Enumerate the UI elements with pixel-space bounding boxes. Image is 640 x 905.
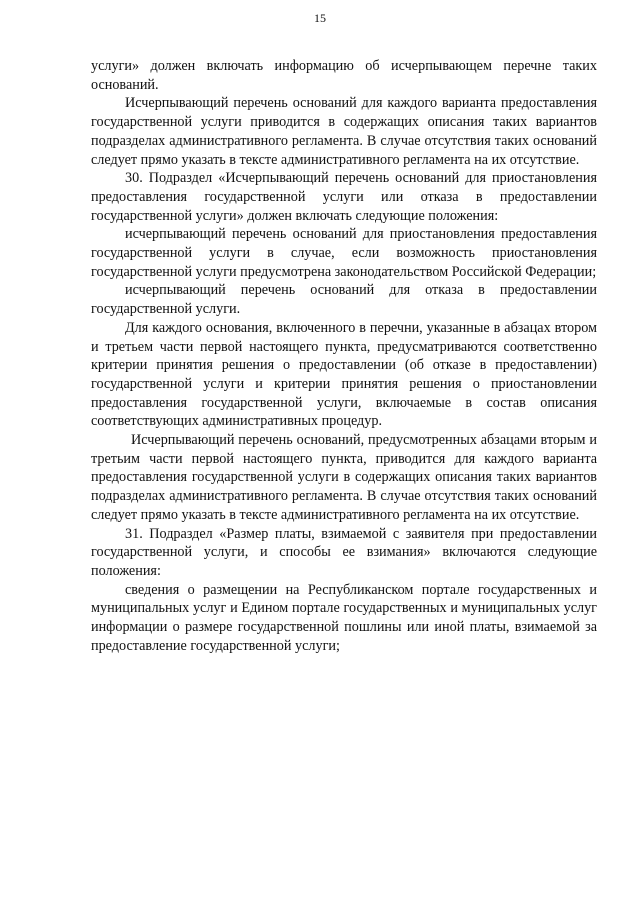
paragraph: Исчерпывающий перечень оснований для каждого варианта предоставления государственной услуги приводится в содержащих описания таких вариантов подразделах административного регламента. В случае отсутствия таких оснований следует прямо указать в тексте административного регламента на их отсутствие. bbox=[91, 95, 597, 168]
paragraph: сведения о размещении на Республиканском портале государственных и муниципальных услуг и Едином портале государственных и муниципальных услуг информации о размере государственной пошлины или иной платы, взимаемой за предоставление государственной услуги; bbox=[91, 581, 597, 654]
page-number: 15 bbox=[314, 11, 326, 25]
paragraph-item-31: 31. Подраздел «Размер платы, взимаемой с заявителя при предоставлении государственной услуги, и способы ее взимания» включаются следующие положения: bbox=[91, 525, 597, 579]
paragraph: Для каждого основания, включенного в перечни, указанные в абзацах втором и третьем части первой настоящего пункта, предусматриваются соответственно критерии принятия решения о предоставлении (об отказе в предоставлении) государственной услуги и критерии принятия решения о приостановлении предоставления государственной услуги, включаемые в состав описания соответствующих административных процедур. bbox=[91, 319, 597, 430]
paragraph-item-30: 30. Подраздел «Исчерпывающий перечень оснований для приостановления предоставления государственной услуги или отказа в предоставлении государственной услуги» должен включать следующие положения: bbox=[91, 170, 597, 224]
paragraph: Исчерпывающий перечень оснований, предусмотренных абзацами вторым и третьим части первой настоящего пункта, приводится для каждого варианта предоставления государственной услуги в содержащих описания таких вариантов подразделах административного регламента. В случае отсутствия таких оснований следует прямо указать в тексте административного регламента на их отсутствие. bbox=[91, 432, 597, 523]
document-body bbox=[91, 57, 597, 656]
paragraph: исчерпывающий перечень оснований для отказа в предоставлении государственной услуги. bbox=[91, 282, 597, 318]
paragraph: исчерпывающий перечень оснований для приостановления предоставления государственной услуги в случае, если возможность приостановления государственной услуги предусмотрена законодательством Российской Федерации; bbox=[91, 226, 597, 280]
paragraph-continuation: услуги» должен включать информацию об исчерпывающем перечне таких оснований. bbox=[91, 58, 597, 93]
